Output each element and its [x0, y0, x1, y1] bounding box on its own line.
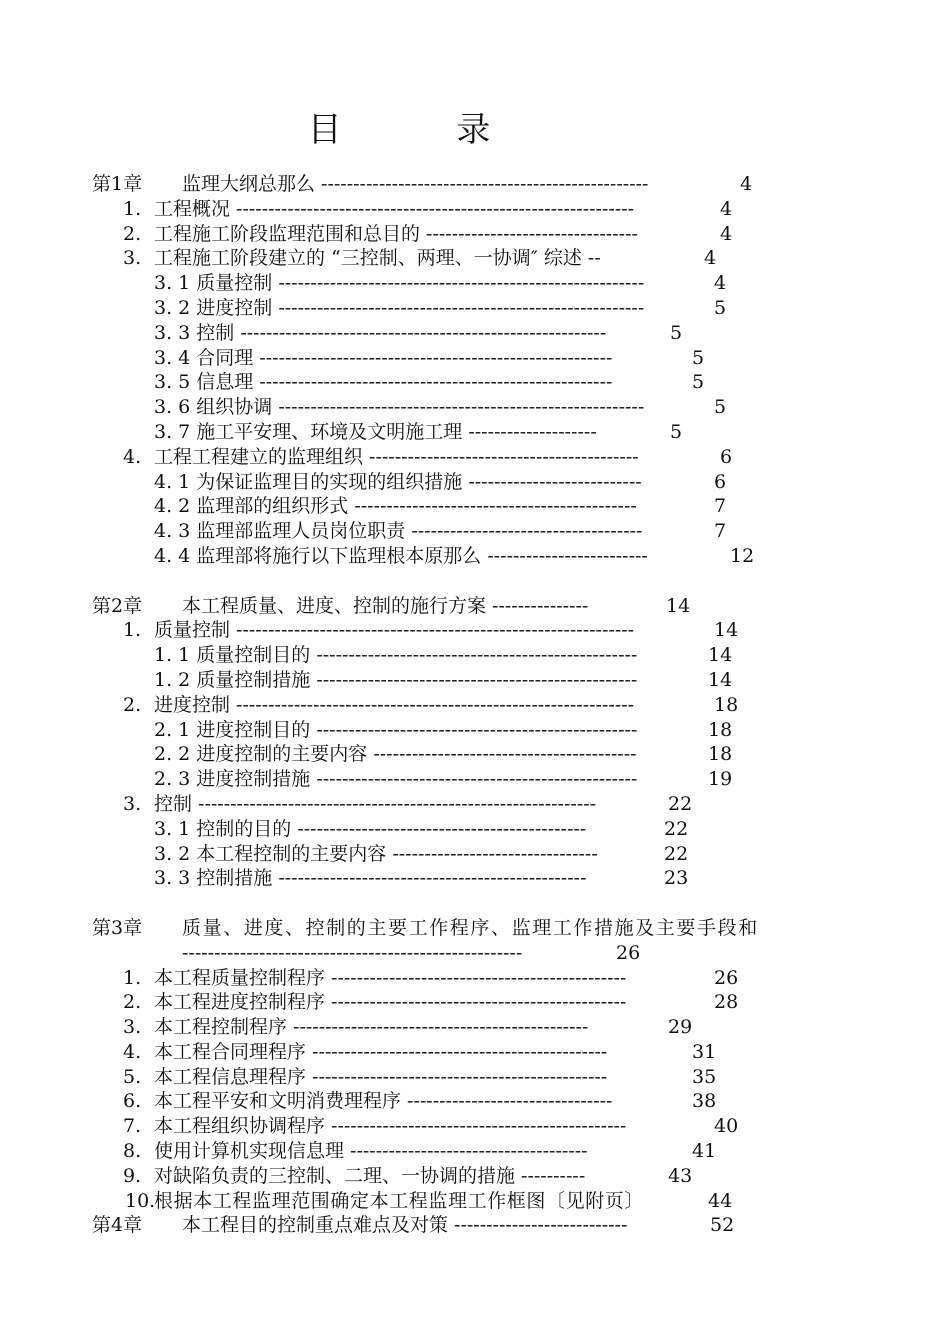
toc-entry[interactable]	[0, 842, 950, 867]
section-number: 2.	[123, 222, 142, 245]
page-number: 4	[740, 173, 753, 195]
toc-entry[interactable]	[0, 990, 950, 1015]
subsection-title: 3. 1 质量控制 ---------------------------------------------------------	[154, 272, 645, 295]
page-number: 6	[714, 470, 727, 493]
toc-entry[interactable]	[0, 1089, 950, 1114]
section-title: 本工程进度控制程序 ----------------------------------------------	[154, 991, 627, 1014]
section-title: 根据本工程监理范围确定本工程监理工作框图〔见附页〕	[154, 1189, 645, 1212]
page-number: 4	[704, 247, 717, 270]
toc-entry[interactable]	[0, 172, 950, 197]
section-number: 3.	[123, 792, 142, 815]
subsection-title: 1. 2 质量控制措施 --------------------------------------------------	[154, 668, 638, 691]
section-title: 控制 --------------------------------------------------------------	[154, 792, 597, 815]
section-title: 工程概况 --------------------------------------------------------------	[154, 197, 635, 220]
section-number: 1.	[123, 619, 142, 642]
page-number: 40	[714, 1115, 739, 1138]
subsection-title: 4. 2 监理部的组织形式 --------------------------------------------	[154, 495, 637, 518]
page-number: 29	[668, 1016, 693, 1039]
page-number: 7	[714, 520, 727, 543]
subsection-title: 3. 3 控制 ---------------------------------------------------------	[154, 321, 607, 344]
toc-entry[interactable]	[0, 767, 950, 792]
page-number: 5	[692, 346, 705, 369]
chapter-label: 第1章	[92, 173, 143, 195]
page-number: 7	[714, 495, 727, 518]
section-number: 7.	[123, 1115, 142, 1138]
subsection-title: 3. 7 施工平安理、环境及文明施工理 --------------------	[154, 420, 597, 443]
section-title: 本工程平安和文明消费理程序 --------------------------------	[154, 1090, 613, 1113]
page-number: 5	[670, 321, 683, 344]
section-number: 1.	[123, 197, 142, 220]
subsection-title: 2. 2 进度控制的主要内容 -----------------------------------------	[154, 743, 637, 766]
toc-entry[interactable]	[0, 966, 950, 991]
toc-entry[interactable]	[0, 693, 950, 718]
toc-entry[interactable]	[0, 866, 950, 891]
page-number: 18	[714, 693, 739, 716]
page-number: 4	[714, 272, 727, 295]
page-number: 22	[664, 842, 689, 865]
page-number: 44	[708, 1189, 733, 1212]
subsection-title: 3. 3 控制措施 ------------------------------------------------	[154, 867, 587, 890]
toc-entry[interactable]	[0, 470, 950, 495]
toc-entry[interactable]	[0, 544, 950, 569]
page-number: 5	[692, 371, 705, 394]
section-title: 本工程质量控制程序 ----------------------------------------------	[154, 966, 627, 989]
section-number: 4.	[123, 1040, 142, 1063]
page-number: 12	[730, 544, 755, 567]
toc-entry[interactable]	[0, 296, 950, 321]
chapter-label: 第4章	[92, 1214, 143, 1237]
section-title: 进度控制 --------------------------------------------------------------	[154, 693, 635, 716]
section-title: 工程施工阶段监理范围和总目的 ---------------------------------	[154, 222, 638, 245]
subsection-title: 3. 2 本工程控制的主要内容 --------------------------------	[154, 842, 598, 865]
chapter-label: 第3章	[92, 916, 143, 939]
toc-entry[interactable]	[0, 370, 950, 395]
section-number: 2.	[123, 693, 142, 716]
page-number: 5	[714, 296, 727, 319]
page-number: 14	[714, 619, 739, 642]
chapter-title-leader: -----------------------------------------------------	[182, 941, 523, 964]
section-number: 6.	[123, 1090, 142, 1113]
section-number: 8.	[123, 1140, 142, 1163]
subsection-title: 4. 4 监理部将施行以下监理根本原那么 -------------------------	[154, 544, 648, 567]
toc-entry[interactable]	[0, 321, 950, 346]
toc-entry[interactable]	[0, 1065, 950, 1090]
page-number: 41	[692, 1140, 717, 1163]
toc-entry[interactable]	[0, 1164, 950, 1189]
section-number: 3.	[123, 247, 142, 270]
section-number: 3.	[123, 1016, 142, 1039]
page-number: 35	[692, 1065, 717, 1088]
section-title: 本工程控制程序 ----------------------------------------------	[154, 1016, 589, 1039]
section-number: 1.	[123, 966, 142, 989]
toc-gap	[0, 891, 950, 916]
toc-entry[interactable]	[0, 197, 950, 222]
page-number: 31	[692, 1040, 717, 1063]
page-number: 14	[666, 594, 691, 617]
toc-entry[interactable]	[0, 718, 950, 743]
subsection-title: 2. 3 进度控制措施 --------------------------------------------------	[154, 768, 638, 791]
page-number: 26	[616, 941, 641, 964]
page-number: 23	[664, 867, 689, 890]
chapter-title: 监理大纲总那么 ---------------------------------------------------	[182, 173, 649, 195]
toc-entry-continuation	[0, 941, 950, 966]
section-title: 本工程合同理程序 ----------------------------------------------	[154, 1040, 608, 1063]
toc-entry[interactable]	[0, 1040, 950, 1065]
page-number: 14	[708, 644, 733, 667]
section-title: 对缺陷负责的三控制、二理、一协调的措施 ----------	[154, 1164, 586, 1187]
toc-entry[interactable]	[0, 420, 950, 445]
page-number: 43	[668, 1164, 693, 1187]
section-number: 9.	[123, 1164, 142, 1187]
subsection-title: 3. 4 合同理 -------------------------------------------------------	[154, 346, 613, 369]
subsection-title: 3. 1 控制的目的 ---------------------------------------------	[154, 817, 587, 840]
toc-entry[interactable]	[0, 817, 950, 842]
page-number: 18	[708, 743, 733, 766]
chapter-title: 本工程质量、进度、控制的施行方案 ---------------	[182, 594, 589, 617]
toc-entry[interactable]	[0, 668, 950, 693]
page-number: 26	[714, 966, 739, 989]
subsection-title: 4. 3 监理部监理人员岗位职责 ------------------------------------	[154, 520, 643, 543]
toc-entry[interactable]	[0, 594, 950, 619]
page-title: 目 录	[307, 110, 543, 150]
toc-entry[interactable]	[0, 916, 950, 941]
toc-entry[interactable]	[0, 445, 950, 470]
subsection-title: 1. 1 质量控制目的 --------------------------------------------------	[154, 644, 638, 667]
toc-entry[interactable]	[0, 1015, 950, 1040]
page-number: 14	[708, 668, 733, 691]
page-number: 28	[714, 991, 739, 1014]
section-title: 工程施工阶段建立的 “三控制、两理、一协调″ 综述 --	[154, 247, 601, 270]
toc-entry[interactable]	[0, 246, 950, 271]
table-of-contents	[0, 172, 950, 1238]
page-number: 38	[692, 1090, 717, 1113]
section-number: 5.	[123, 1065, 142, 1088]
subsection-title: 2. 1 进度控制目的 --------------------------------------------------	[154, 718, 638, 741]
toc-entry[interactable]	[0, 1189, 950, 1214]
chapter-label: 第2章	[92, 594, 143, 617]
subsection-title: 3. 6 组织协调 ---------------------------------------------------------	[154, 396, 645, 419]
page-number: 22	[668, 792, 693, 815]
toc-entry[interactable]	[0, 643, 950, 668]
section-number: 10.	[125, 1189, 156, 1212]
section-number: 2.	[123, 991, 142, 1014]
toc-gap	[0, 569, 950, 594]
chapter-title: 质量、进度、控制的主要工作程序、监理工作措施及主要手段和	[182, 916, 759, 939]
page-number: 4	[720, 197, 733, 220]
section-title: 本工程组织协调程序 ----------------------------------------------	[154, 1115, 627, 1138]
toc-entry[interactable]	[0, 395, 950, 420]
toc-entry[interactable]	[0, 1139, 950, 1164]
subsection-title: 3. 5 信息理 -------------------------------------------------------	[154, 371, 613, 394]
page-number: 5	[670, 420, 683, 443]
section-number: 4.	[123, 445, 142, 468]
page-number: 52	[710, 1214, 735, 1237]
section-title: 工程工程建立的监理组织 ------------------------------------------	[154, 445, 639, 468]
toc-entry[interactable]	[0, 494, 950, 519]
toc-entry[interactable]	[0, 271, 950, 296]
page-number: 5	[714, 396, 727, 419]
toc-entry[interactable]	[0, 222, 950, 247]
page-number: 22	[664, 817, 689, 840]
toc-entry[interactable]	[0, 742, 950, 767]
subsection-title: 4. 1 为保证监理目的实现的组织措施 ---------------------------	[154, 470, 642, 493]
toc-entry[interactable]	[0, 1213, 950, 1238]
page-number: 19	[708, 768, 733, 791]
page-number: 6	[720, 445, 733, 468]
toc-entry[interactable]	[0, 519, 950, 544]
section-title: 使用计算机实现信息理 -------------------------------------	[154, 1140, 588, 1163]
section-title: 本工程信息理程序 ----------------------------------------------	[154, 1065, 608, 1088]
toc-entry[interactable]	[0, 792, 950, 817]
toc-entry[interactable]	[0, 346, 950, 371]
toc-entry[interactable]	[0, 618, 950, 643]
section-title: 质量控制 --------------------------------------------------------------	[154, 619, 635, 642]
page-number: 4	[720, 222, 733, 245]
page-number: 18	[708, 718, 733, 741]
subsection-title: 3. 2 进度控制 ---------------------------------------------------------	[154, 296, 645, 319]
toc-entry[interactable]	[0, 1114, 950, 1139]
chapter-title: 本工程目的控制重点难点及对策 ---------------------------	[182, 1214, 628, 1237]
